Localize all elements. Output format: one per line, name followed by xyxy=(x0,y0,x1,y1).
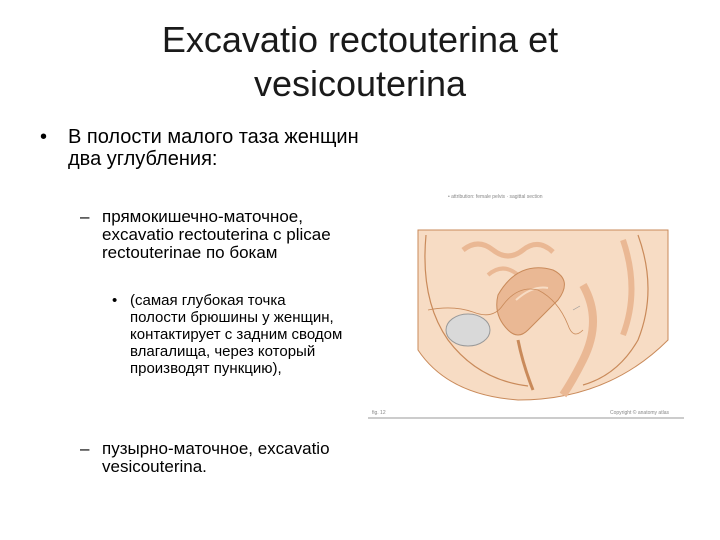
bullet-text: (самая глубокая точка полости брюшины у женщин, контактирует с задним сводом влагалища, через который производят пункцию), xyxy=(130,292,343,377)
title-line-2: vesicouterina xyxy=(253,63,467,104)
figure-caption-bottom-right: Copyright © anatomy atlas xyxy=(610,410,669,416)
dash-marker: – xyxy=(80,207,90,226)
slide-title xyxy=(60,18,660,106)
figure-caption-bottom-left: fig. 12 xyxy=(372,410,386,416)
pelvis-illustration xyxy=(368,190,684,422)
title-line-1: Excavatio rectouterina et xyxy=(161,19,559,60)
bladder xyxy=(446,314,490,346)
pelvis-sagittal-figure xyxy=(368,190,684,422)
bullet-marker: • xyxy=(40,126,48,148)
figure-caption-top: • attribution: female pelvis · sagittal section xyxy=(448,194,543,200)
bullet-marker: • xyxy=(112,292,118,309)
bullet-text: пузырно-маточное, excavatio vesicouterina. xyxy=(102,439,330,476)
bullet-text: прямокишечно-маточное, excavatio rectouterina с plicae rectouterinae по бокам xyxy=(102,207,331,262)
bullet-text: В полости малого таза женщин два углубления: xyxy=(68,126,359,170)
dash-marker: – xyxy=(80,439,90,458)
